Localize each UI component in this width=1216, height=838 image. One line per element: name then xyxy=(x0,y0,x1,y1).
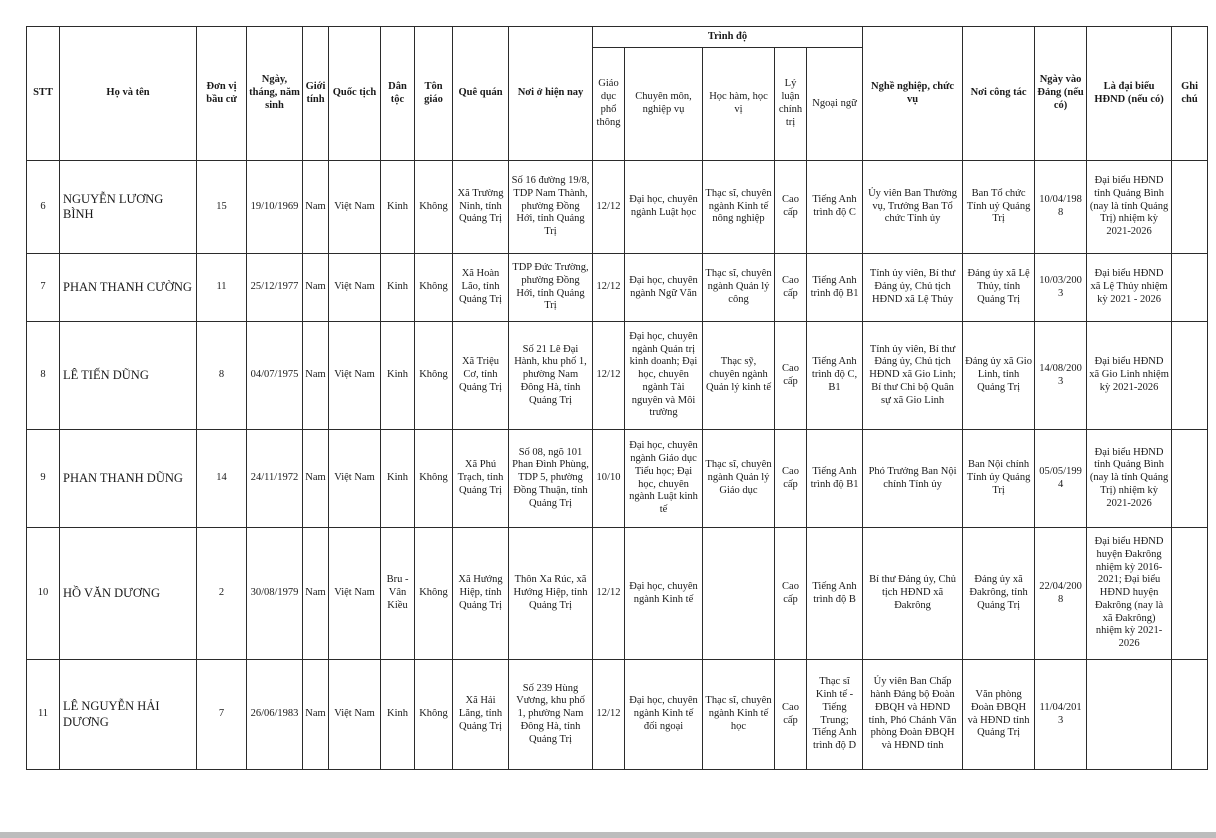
cell-note xyxy=(1172,254,1208,322)
cell-workplace: Đảng ủy xã Lệ Thủy, tỉnh Quảng Trị xyxy=(963,254,1035,322)
cell-nationality: Việt Nam xyxy=(329,430,381,528)
header-religion: Tôn giáo xyxy=(415,27,453,161)
cell-unit: 11 xyxy=(197,254,247,322)
cell-name: HỒ VĂN DƯƠNG xyxy=(60,528,197,660)
cell-specialty: Đại học, chuyên ngành Giáo dục Tiểu học; Đại học, chuyên ngành Luật kinh tế xyxy=(625,430,703,528)
cell-note xyxy=(1172,322,1208,430)
header-delegate: Là đại biểu HĐND (nếu có) xyxy=(1087,27,1172,161)
cell-political: Cao cấp xyxy=(775,660,807,770)
table-row xyxy=(27,660,1208,770)
cell-ethnicity: Kinh xyxy=(381,430,415,528)
header-education-group: Trình độ xyxy=(593,27,863,48)
cell-gender: Nam xyxy=(303,322,329,430)
cell-religion: Không xyxy=(415,322,453,430)
cell-workplace: Ban Tổ chức Tỉnh uỷ Quảng Trị xyxy=(963,161,1035,254)
cell-degree: Thạc sĩ, chuyên ngành Kinh tế nông nghiệp xyxy=(703,161,775,254)
cell-degree: Thạc sĩ, chuyên ngành Quản lý Giáo dục xyxy=(703,430,775,528)
cell-religion: Không xyxy=(415,161,453,254)
cell-nationality: Việt Nam xyxy=(329,161,381,254)
cell-stt: 9 xyxy=(27,430,60,528)
cell-name: PHAN THANH DŨNG xyxy=(60,430,197,528)
cell-gender: Nam xyxy=(303,660,329,770)
cell-nationality: Việt Nam xyxy=(329,322,381,430)
cell-party-date: 22/04/2008 xyxy=(1035,528,1087,660)
cell-delegate: Đại biểu HĐND tỉnh Quảng Bình (nay là tỉnh Quảng Trị) nhiệm kỳ 2021-2026 xyxy=(1087,430,1172,528)
cell-occupation: Ủy viên Ban Thường vụ, Trưởng Ban Tổ chức Tỉnh ủy xyxy=(863,161,963,254)
header-workplace: Nơi công tác xyxy=(963,27,1035,161)
header-hometown: Quê quán xyxy=(453,27,509,161)
cell-unit: 15 xyxy=(197,161,247,254)
cell-hometown: Xã Hướng Hiệp, tỉnh Quảng Trị xyxy=(453,528,509,660)
cell-workplace: Văn phòng Đoàn ĐBQH và HĐND tỉnh Quảng Trị xyxy=(963,660,1035,770)
cell-unit: 14 xyxy=(197,430,247,528)
header-row-top xyxy=(27,27,1208,48)
cell-specialty: Đại học, chuyên ngành Quản trị kinh doanh; Đại học, chuyên ngành Tài nguyên và Môi trường xyxy=(625,322,703,430)
table-row xyxy=(27,528,1208,660)
cell-specialty: Đại học, chuyên ngành Ngữ Văn xyxy=(625,254,703,322)
cell-workplace: Đảng ủy xã Đakrông, tỉnh Quảng Trị xyxy=(963,528,1035,660)
candidate-table-sheet xyxy=(26,26,1208,770)
cell-hometown: Xã Phú Trạch, tỉnh Quảng Trị xyxy=(453,430,509,528)
header-general-edu: Giáo dục phổ thông xyxy=(593,48,625,161)
cell-political: Cao cấp xyxy=(775,322,807,430)
cell-dob: 25/12/1977 xyxy=(247,254,303,322)
cell-degree: Thạc sỹ, chuyên ngành Quản lý kinh tế xyxy=(703,322,775,430)
cell-residence: Số 16 đường 19/8, TDP Nam Thành, phường Đồng Hới, tỉnh Quảng Trị xyxy=(509,161,593,254)
header-gender: Giới tính xyxy=(303,27,329,161)
cell-stt: 8 xyxy=(27,322,60,430)
cell-residence: Số 239 Hùng Vương, khu phố 1, phường Nam Đông Hà, tỉnh Quảng Trị xyxy=(509,660,593,770)
cell-stt: 11 xyxy=(27,660,60,770)
cell-ethnicity: Kinh xyxy=(381,254,415,322)
cell-language: Tiếng Anh trình độ B1 xyxy=(807,430,863,528)
cell-name: NGUYỄN LƯƠNG BÌNH xyxy=(60,161,197,254)
table-row xyxy=(27,161,1208,254)
cell-residence: Số 21 Lê Đại Hành, khu phố 1, phường Nam Đông Hà, tỉnh Quảng Trị xyxy=(509,322,593,430)
cell-gender: Nam xyxy=(303,161,329,254)
cell-degree: Thạc sĩ, chuyên ngành Quản lý công xyxy=(703,254,775,322)
cell-party-date: 10/03/2003 xyxy=(1035,254,1087,322)
cell-language: Tiếng Anh trình độ B xyxy=(807,528,863,660)
cell-religion: Không xyxy=(415,430,453,528)
header-dob: Ngày, tháng, năm sinh xyxy=(247,27,303,161)
cell-party-date: 14/08/2003 xyxy=(1035,322,1087,430)
header-occupation: Nghề nghiệp, chức vụ xyxy=(863,27,963,161)
cell-dob: 24/11/1972 xyxy=(247,430,303,528)
cell-party-date: 11/04/2013 xyxy=(1035,660,1087,770)
cell-stt: 7 xyxy=(27,254,60,322)
cell-occupation: Tỉnh ủy viên, Bí thư Đảng ủy, Chủ tịch HĐND xã Gio Linh; Bí thư Chi bộ Quân sự xã Gio Linh xyxy=(863,322,963,430)
cell-religion: Không xyxy=(415,660,453,770)
cell-name: LÊ NGUYỄN HẢI DƯƠNG xyxy=(60,660,197,770)
table-row xyxy=(27,322,1208,430)
cell-occupation: Phó Trưởng Ban Nội chính Tỉnh ủy xyxy=(863,430,963,528)
cell-dob: 30/08/1979 xyxy=(247,528,303,660)
cell-note xyxy=(1172,161,1208,254)
cell-party-date: 10/04/1988 xyxy=(1035,161,1087,254)
cell-nationality: Việt Nam xyxy=(329,254,381,322)
cell-political: Cao cấp xyxy=(775,254,807,322)
candidate-table xyxy=(26,26,1208,770)
cell-unit: 2 xyxy=(197,528,247,660)
header-degree: Học hàm, học vị xyxy=(703,48,775,161)
cell-dob: 26/06/1983 xyxy=(247,660,303,770)
cell-political: Cao cấp xyxy=(775,161,807,254)
cell-delegate: Đại biểu HĐND xã Gio Linh nhiệm kỳ 2021-2026 xyxy=(1087,322,1172,430)
header-political: Lý luận chính trị xyxy=(775,48,807,161)
table-row xyxy=(27,254,1208,322)
cell-occupation: Ủy viên Ban Chấp hành Đảng bộ Đoàn ĐBQH và HĐND tỉnh, Phó Chánh Văn phòng Đoàn ĐBQH và HĐND tỉnh xyxy=(863,660,963,770)
cell-note xyxy=(1172,660,1208,770)
cell-delegate: Đại biểu HĐND tỉnh Quảng Bình (nay là tỉnh Quảng Trị) nhiệm kỳ 2021-2026 xyxy=(1087,161,1172,254)
cell-gender: Nam xyxy=(303,430,329,528)
cell-ethnicity: Kinh xyxy=(381,322,415,430)
cell-general-edu: 12/12 xyxy=(593,528,625,660)
cell-nationality: Việt Nam xyxy=(329,528,381,660)
cell-language: Thạc sĩ Kinh tế - Tiếng Trung; Tiếng Anh trình độ D xyxy=(807,660,863,770)
cell-residence: Số 08, ngõ 101 Phan Đình Phùng, TDP 5, phường Đồng Thuận, tỉnh Quảng Trị xyxy=(509,430,593,528)
cell-party-date: 05/05/1994 xyxy=(1035,430,1087,528)
cell-gender: Nam xyxy=(303,254,329,322)
cell-workplace: Ban Nội chính Tỉnh ủy Quảng Trị xyxy=(963,430,1035,528)
header-language: Ngoại ngữ xyxy=(807,48,863,161)
cell-stt: 10 xyxy=(27,528,60,660)
header-stt: STT xyxy=(27,27,60,161)
header-ethnicity: Dân tộc xyxy=(381,27,415,161)
cell-specialty: Đại học, chuyên ngành Kinh tế xyxy=(625,528,703,660)
cell-ethnicity: Kinh xyxy=(381,660,415,770)
cell-language: Tiếng Anh trình độ C, B1 xyxy=(807,322,863,430)
cell-gender: Nam xyxy=(303,528,329,660)
cell-name: PHAN THANH CƯỜNG xyxy=(60,254,197,322)
cell-delegate: Đại biểu HĐND huyện Đakrông nhiệm kỳ 2016-2021; Đại biểu HĐND huyện Đakrông (nay là xã Đakrông) nhiệm kỳ 2021-2026 xyxy=(1087,528,1172,660)
cell-residence: TDP Đức Trường, phường Đồng Hới, tỉnh Quảng Trị xyxy=(509,254,593,322)
cell-dob: 04/07/1975 xyxy=(247,322,303,430)
cell-note xyxy=(1172,528,1208,660)
header-specialty: Chuyên môn, nghiệp vụ xyxy=(625,48,703,161)
cell-general-edu: 12/12 xyxy=(593,254,625,322)
cell-hometown: Xã Hải Lăng, tỉnh Quảng Trị xyxy=(453,660,509,770)
table-row xyxy=(27,430,1208,528)
cell-name: LÊ TIẾN DŨNG xyxy=(60,322,197,430)
cell-delegate xyxy=(1087,660,1172,770)
cell-occupation: Tỉnh ủy viên, Bí thư Đảng ủy, Chủ tịch HĐND xã Lệ Thủy xyxy=(863,254,963,322)
cell-degree: Thạc sĩ, chuyên ngành Kinh tế học xyxy=(703,660,775,770)
cell-language: Tiếng Anh trình độ B1 xyxy=(807,254,863,322)
cell-ethnicity: Bru - Vân Kiều xyxy=(381,528,415,660)
cell-unit: 8 xyxy=(197,322,247,430)
cell-unit: 7 xyxy=(197,660,247,770)
cell-general-edu: 12/12 xyxy=(593,322,625,430)
cell-general-edu: 12/12 xyxy=(593,161,625,254)
cell-religion: Không xyxy=(415,528,453,660)
cell-hometown: Xã Trường Ninh, tỉnh Quảng Trị xyxy=(453,161,509,254)
cell-dob: 19/10/1969 xyxy=(247,161,303,254)
cell-delegate: Đại biểu HĐND xã Lệ Thủy nhiệm kỳ 2021 - 2026 xyxy=(1087,254,1172,322)
cell-political: Cao cấp xyxy=(775,528,807,660)
cell-degree xyxy=(703,528,775,660)
header-note: Ghi chú xyxy=(1172,27,1208,161)
cell-specialty: Đại học, chuyên ngành Kinh tế đối ngoại xyxy=(625,660,703,770)
header-unit: Đơn vị bầu cử xyxy=(197,27,247,161)
cell-ethnicity: Kinh xyxy=(381,161,415,254)
cell-political: Cao cấp xyxy=(775,430,807,528)
cell-note xyxy=(1172,430,1208,528)
cell-hometown: Xã Triệu Cơ, tỉnh Quảng Trị xyxy=(453,322,509,430)
cell-language: Tiếng Anh trình độ C xyxy=(807,161,863,254)
cell-workplace: Đảng ủy xã Gio Linh, tỉnh Quảng Trị xyxy=(963,322,1035,430)
header-party-date: Ngày vào Đảng (nếu có) xyxy=(1035,27,1087,161)
cell-stt: 6 xyxy=(27,161,60,254)
cell-general-edu: 10/10 xyxy=(593,430,625,528)
cell-occupation: Bí thư Đảng ủy, Chủ tịch HĐND xã Đakrông xyxy=(863,528,963,660)
cell-nationality: Việt Nam xyxy=(329,660,381,770)
header-residence: Nơi ở hiện nay xyxy=(509,27,593,161)
scan-edge-bar xyxy=(0,832,1216,838)
cell-general-edu: 12/12 xyxy=(593,660,625,770)
cell-hometown: Xã Hoàn Lão, tỉnh Quảng Trị xyxy=(453,254,509,322)
header-nationality: Quốc tịch xyxy=(329,27,381,161)
cell-religion: Không xyxy=(415,254,453,322)
cell-specialty: Đại học, chuyên ngành Luật học xyxy=(625,161,703,254)
header-name: Họ và tên xyxy=(60,27,197,161)
cell-residence: Thôn Xa Rúc, xã Hướng Hiệp, tỉnh Quảng Trị xyxy=(509,528,593,660)
